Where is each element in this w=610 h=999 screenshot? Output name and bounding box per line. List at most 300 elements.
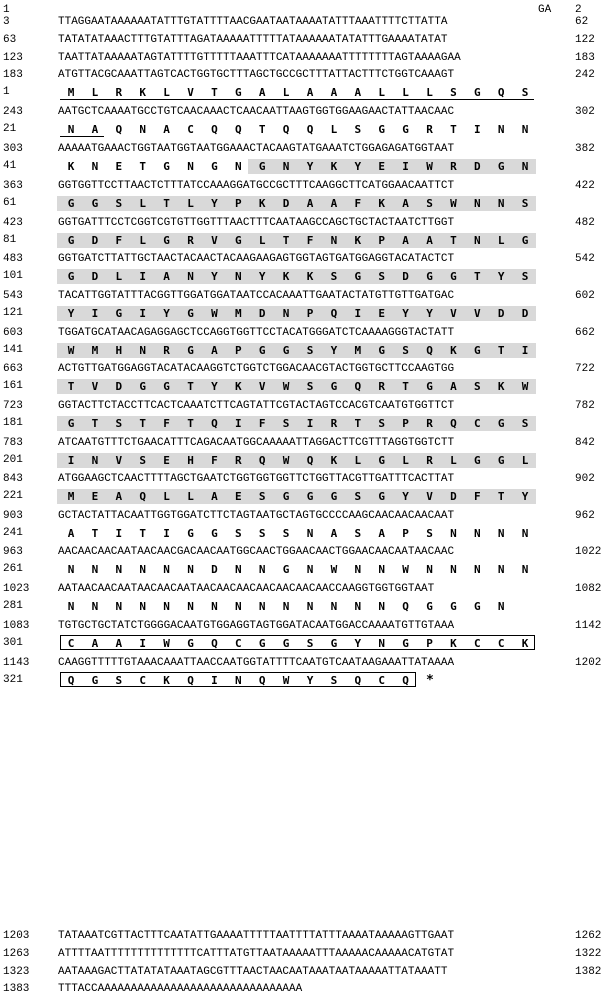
nucleotide-sequence: ATGGAAGCTCAACTTTTAGCTGAATCTGGTGGTGGTTCTGGTTACGTTGATTTCACTTAT [58,473,455,485]
amino-acid-residue: T [139,160,146,173]
nucleotide-end-number: 1202 [575,657,602,669]
amino-acid-residue: G [282,563,290,576]
amino-acid-row [0,122,610,138]
amino-acid-residue: Q [306,123,314,136]
amino-acid-residue: Q [258,454,266,467]
amino-acid-residue: I [306,417,314,430]
amino-acid-residue: S [306,637,314,650]
amino-acid-residue: Y [306,674,314,687]
amino-acid-residue: W [402,563,409,576]
amino-acid-residue: D [91,234,99,247]
amino-acid-residue: Y [402,490,409,503]
amino-acid-residue: Y [402,307,409,320]
amino-acid-start-number: 301 [3,637,23,649]
nucleotide-end-number: 962 [575,510,595,522]
amino-acid-row [0,416,610,432]
amino-acid-residue: G [378,344,385,357]
amino-acid-residue: N [497,527,505,540]
amino-acid-residue: K [450,344,457,357]
nucleotide-row [0,657,610,673]
amino-acid-residue: A [115,490,123,503]
nucleotide-row [0,510,610,526]
domain-shading [57,343,536,358]
amino-acid-residue: N [67,600,75,613]
amino-acid-row [0,159,610,175]
amino-acid-residue: A [67,527,75,540]
amino-acid-residue: F [354,197,362,210]
amino-acid-residue: G [402,123,409,136]
amino-acid-residue: G [402,637,409,650]
amino-acid-residue: G [497,160,505,173]
amino-acid-residue: S [306,344,314,357]
amino-acid-residue: D [258,307,266,320]
amino-acid-residue: N [187,160,194,173]
amino-acid-residue: G [234,234,242,247]
amino-acid-residue: L [330,123,338,136]
amino-acid-residue: L [139,197,146,210]
amino-acid-residue: A [91,637,99,650]
amino-acid-residue: T [497,490,505,503]
nucleotide-start-number: 1263 [3,948,30,960]
amino-acid-start-number: 201 [3,454,23,466]
nucleotide-start-number: 63 [3,34,17,46]
amino-acid-start-number: 161 [3,380,23,392]
amino-acid-residue: N [115,600,123,613]
amino-acid-residue: K [354,234,362,247]
amino-acid-residue: I [521,344,529,357]
nucleotide-sequence: GCTACTATTACAATTGGTGGATCTTCTAGTAATGCTAGTGCCCCAAGCAACAACAACAAT [58,510,455,522]
nucleotide-sequence: TATATATAAACTTTGTATTTAGATAAAAATTTTTATAAAAAATATATTTGAAAATATAT [58,34,448,46]
amino-acid-residue: G [163,160,170,173]
amino-acid-residue: L [497,234,505,247]
amino-acid-residue: K [497,380,505,393]
amino-acid-start-number: 101 [3,270,23,282]
amino-acid-residue: L [187,490,194,503]
nucleotide-sequence: GGTGATTTCCTCGGTCGTGTTGGTTTAACTTTCAATAAGCCAGCTGCTACTAATCTTGGT [58,217,455,229]
amino-acid-residue: N [521,563,529,576]
amino-acid-residue: R [378,380,385,393]
amino-acid-residue: W [282,380,290,393]
amino-acid-residue: M [354,344,362,357]
amino-acid-residue: S [521,86,529,99]
amino-acid-residue: I [91,307,99,320]
amino-acid-residue: N [497,563,505,576]
amino-acid-residue: C [473,417,481,430]
amino-acid-residue: Q [497,86,505,99]
nucleotide-row [0,363,610,379]
amino-acid-residue: G [67,270,75,283]
amino-acid-residue: G [426,380,433,393]
amino-acid-residue: F [473,490,481,503]
amino-acid-row [0,599,610,615]
amino-acid-residue: T [473,270,481,283]
amino-acid-residue: E [115,160,123,173]
amino-acid-residue: G [306,490,314,503]
nucleotide-sequence: AATAACAACAATAACAACAATAACAACAACAACAACAACAACCAAGGTGGTGGTAAT [58,583,435,595]
amino-acid-residue: L [187,197,194,210]
nucleotide-end-number: 1082 [575,583,602,595]
amino-acid-residue: P [402,527,409,540]
nucleotide-sequence: ATGTTACGCAAATTAGTCACTGGTGCTTTAGCTGCCGCTTTATTACTTTCTGGTCAAAGT [58,69,455,81]
nucleotide-start-number: 963 [3,546,23,558]
amino-acid-residue: N [187,563,194,576]
amino-acid-residue: V [211,234,218,247]
amino-acid-residue: R [163,344,170,357]
amino-acid-residue: I [67,454,75,467]
nucleotide-sequence: TAATTATAAAAATAGTATTTTGTTTTTAAATTTCATAAAAAAATTTTTTTTAGTAAAAGAA [58,52,461,64]
amino-acid-residue: Y [67,307,75,320]
amino-acid-residue: A [402,234,409,247]
nucleotide-row [0,948,610,964]
amino-acid-residue: L [139,234,146,247]
amino-acid-residue: N [450,527,457,540]
amino-acid-row [0,269,610,285]
nucleotide-start-number: 903 [3,510,23,522]
nucleotide-end-number: 482 [575,217,595,229]
amino-acid-residue: W [67,344,75,357]
amino-acid-residue: W [163,637,170,650]
amino-acid-residue: N [473,527,481,540]
amino-acid-residue: N [450,563,457,576]
amino-acid-residue: M [67,86,75,99]
amino-acid-residue: S [426,527,433,540]
amino-acid-residue: F [211,454,218,467]
amino-acid-residue: T [282,234,290,247]
amino-acid-residue: S [258,527,266,540]
amino-acid-residue: N [115,563,123,576]
amino-acid-residue: Y [306,160,314,173]
amino-acid-residue: S [115,197,123,210]
nucleotide-row [0,180,610,196]
amino-acid-residue: N [521,123,529,136]
amino-acid-residue: N [282,307,290,320]
amino-acid-residue: N [187,270,194,283]
amino-acid-residue: S [139,454,146,467]
amino-acid-residue: Q [426,344,433,357]
amino-acid-residue: A [330,86,338,99]
amino-acid-residue: T [497,344,505,357]
amino-acid-row [0,85,610,101]
amino-acid-residue: R [426,454,433,467]
amino-acid-residue: N [282,600,290,613]
amino-acid-residue: N [234,674,242,687]
amino-acid-residue: T [163,197,170,210]
amino-acid-residue: A [211,490,218,503]
amino-acid-row [0,196,610,212]
amino-acid-residue: M [67,490,75,503]
amino-acid-residue: K [67,160,75,173]
nucleotide-end-number: 542 [575,253,595,265]
nucleotide-sequence: GGTACTTCTACCTTCACTCAAATCTTCAGTATTCGTACTAGTCCACGTCAATGTGGTTCT [58,400,455,412]
amino-acid-residue: A [354,86,362,99]
amino-acid-residue: N [139,600,146,613]
nucleotide-sequence: AATAAAGACTTATATATAAATAGCGTTTAACTAACAATAAATAATAAAAATTATAAATT [58,966,448,978]
domain-shading [57,379,536,394]
amino-acid-residue: N [91,454,99,467]
nucleotide-sequence: AAAAATGAAACTGGTAATGGTAATGGAAACTACAAGTATGAAATCTGGAGAGATGGTAAT [58,143,455,155]
nucleotide-sequence: TGTGCTGCTATCTGGGGACAATGTGGAGGTAGTGGATACAATGGACCAAAATGTTGTAAA [58,620,455,632]
nucleotide-sequence: AACAACAACAATAACAACGACAACAATGGCAACTGGAACAACTGGAACAACAATAACAAC [58,546,455,558]
amino-acid-residue: D [473,160,481,173]
amino-acid-start-number: 121 [3,307,23,319]
amino-acid-residue: E [234,490,242,503]
amino-acid-residue: C [139,674,146,687]
nucleotide-row [0,983,610,999]
nucleotide-end-number: 382 [575,143,595,155]
nucleotide-row [0,106,610,122]
nucleotide-start-number: 123 [3,52,23,64]
amino-acid-residue: K [378,197,385,210]
amino-acid-row [0,562,610,578]
amino-acid-row [0,379,610,395]
amino-acid-residue: D [91,270,99,283]
amino-acid-residue: G [426,600,433,613]
nucleotide-end-number: 902 [575,473,595,485]
amino-acid-residue: Y [497,270,505,283]
amino-acid-residue: G [282,490,290,503]
amino-acid-residue: W [211,307,218,320]
amino-acid-residue: R [330,417,338,430]
amino-acid-residue: G [211,160,218,173]
nucleotide-sequence: TACATTGGTATTTACGGTTGGATGGATAATCCACAAATTGAATACTATGTTGTTGATGAC [58,290,455,302]
nucleotide-row [0,473,610,489]
nucleotide-start-number: 1083 [3,620,30,632]
amino-acid-residue: N [67,563,75,576]
amino-acid-residue: Q [306,454,314,467]
amino-acid-residue: G [521,234,529,247]
amino-acid-residue: A [426,234,433,247]
amino-acid-row [0,526,610,542]
nucleotide-sequence: ATCAATGTTTCTGAACATTTCAGACAATGGCAAAAATTAGGACTTCGTTTAGGTGGTCTT [58,437,455,449]
amino-acid-residue: T [402,380,409,393]
amino-acid-residue: G [163,234,170,247]
amino-acid-residue: G [91,197,99,210]
amino-acid-residue: Q [67,674,75,687]
amino-acid-residue: Q [187,674,194,687]
nucleotide-end-number: 1382 [575,966,602,978]
domain-shading [57,196,536,211]
amino-acid-residue: N [521,160,529,173]
amino-acid-residue: D [402,270,409,283]
amino-acid-residue: L [115,270,123,283]
amino-acid-residue: Q [354,674,362,687]
amino-acid-residue: Y [211,197,218,210]
amino-acid-residue: G [258,160,266,173]
amino-acid-residue: K [163,674,170,687]
stop-codon-marker: * [426,673,434,688]
amino-acid-residue: K [330,160,338,173]
amino-acid-residue: A [91,123,99,136]
amino-acid-residue: K [521,637,529,650]
amino-acid-residue: A [450,380,457,393]
nucleotide-row [0,16,610,32]
amino-acid-residue: G [187,527,194,540]
amino-acid-start-number: 1 [3,86,10,98]
amino-acid-residue: S [378,417,385,430]
amino-acid-residue: C [497,637,505,650]
amino-acid-residue: K [306,270,314,283]
amino-acid-residue: N [426,563,433,576]
amino-acid-residue: G [497,417,505,430]
amino-acid-row [0,673,610,689]
amino-acid-start-number: 281 [3,600,23,612]
amino-acid-start-number: 21 [3,123,17,135]
nucleotide-start-number: 243 [3,106,23,118]
amino-acid-residue: P [402,417,409,430]
amino-acid-residue: G [282,637,290,650]
nucleotide-end-number: 302 [575,106,595,118]
amino-acid-residue: L [426,86,433,99]
amino-acid-residue: S [234,527,242,540]
nucleotide-end-number: 183 [575,52,595,64]
nucleotide-start-number: 1323 [3,966,30,978]
amino-acid-residue: A [258,86,266,99]
amino-acid-start-number: 261 [3,563,23,575]
amino-acid-residue: E [163,454,170,467]
nucleotide-sequence: TGGATGCATAACAGAGGAGCTCCAGGTGGTTCCTACATGGGATCTCAAAAGGGTACTATT [58,327,455,339]
amino-acid-residue: Q [330,307,338,320]
amino-acid-residue: T [139,527,146,540]
amino-acid-start-number: 141 [3,344,23,356]
nucleotide-start-number: 1203 [3,930,30,942]
amino-acid-residue: N [139,344,146,357]
amino-acid-residue: I [163,527,170,540]
amino-acid-residue: T [91,417,99,430]
amino-acid-residue: G [450,270,457,283]
nucleotide-end-number: 842 [575,437,595,449]
amino-acid-residue: S [450,86,457,99]
amino-acid-residue: S [330,270,338,283]
nucleotide-sequence: ATTTTAATTTTTTTTTTTTTTCATTTATGTTAATAAAAATTTAAAAACAAAAACATGTAT [58,948,455,960]
domain-shading [57,489,536,504]
nucleotide-start-number: 603 [3,327,23,339]
amino-acid-residue: N [306,600,314,613]
nucleotide-row [0,930,610,946]
amino-acid-residue: Q [450,417,457,430]
nucleotide-row [0,143,610,159]
amino-acid-residue: S [402,344,409,357]
header-right-number: 2 [575,4,582,16]
amino-acid-residue: N [497,197,505,210]
amino-acid-residue: T [139,417,146,430]
nucleotide-end-number: 242 [575,69,595,81]
amino-acid-residue: S [426,197,433,210]
amino-acid-residue: R [450,160,457,173]
amino-acid-residue: G [234,86,242,99]
nucleotide-end-number: 422 [575,180,595,192]
amino-acid-residue: F [163,417,170,430]
amino-acid-residue: W [426,160,433,173]
amino-acid-residue: G [187,637,194,650]
amino-acid-residue: E [378,307,385,320]
amino-acid-residue: L [450,454,457,467]
amino-acid-residue: I [402,160,409,173]
amino-acid-residue: I [115,527,123,540]
amino-acid-residue: N [497,600,505,613]
amino-acid-residue: G [187,307,194,320]
amino-acid-residue: T [450,123,457,136]
amino-acid-residue: G [378,123,385,136]
amino-acid-residue: N [91,600,99,613]
amino-acid-residue: A [402,197,409,210]
amino-acid-residue: S [354,527,362,540]
amino-acid-residue: V [450,307,457,320]
amino-acid-residue: L [378,86,385,99]
amino-acid-residue: N [187,600,194,613]
amino-acid-residue: R [426,417,433,430]
nucleotide-row [0,400,610,416]
nucleotide-start-number: 303 [3,143,23,155]
amino-acid-residue: S [306,380,314,393]
nucleotide-start-number: 843 [3,473,23,485]
nucleotide-sequence: CAAGGTTTTTGTAAACAAATTAACCAATGGTATTTTCAATGTCAATAAGAAATTATAAAA [58,657,455,669]
nucleotide-sequence: GGTGATCTTATTGCTAACTACAACTACAAGAAGAGTGGTAGTGATGGAGGTACATACTCT [58,253,455,265]
nucleotide-start-number: 783 [3,437,23,449]
amino-acid-residue: I [139,270,146,283]
amino-acid-residue: V [187,86,194,99]
amino-acid-residue: W [521,380,529,393]
amino-acid-residue: M [91,344,99,357]
amino-acid-residue: D [282,197,290,210]
amino-acid-residue: L [282,86,290,99]
amino-acid-residue: G [473,86,481,99]
nucleotide-row [0,69,610,85]
amino-acid-residue: L [91,86,99,99]
nucleotide-start-number: 723 [3,400,23,412]
nucleotide-end-number: 1262 [575,930,602,942]
nucleotide-start-number: 483 [3,253,23,265]
amino-acid-start-number: 241 [3,527,23,539]
amino-acid-residue: Q [234,123,242,136]
nucleotide-end-number: 782 [575,400,595,412]
nucleotide-start-number: 1383 [3,983,30,995]
amino-acid-residue: N [258,563,266,576]
amino-acid-residue: K [258,197,266,210]
amino-acid-residue: D [115,380,123,393]
amino-acid-start-number: 41 [3,160,17,172]
amino-acid-residue: G [473,454,481,467]
amino-acid-residue: Q [115,123,123,136]
amino-acid-residue: G [67,234,75,247]
nucleotide-start-number: 3 [3,16,10,28]
domain-shading [57,416,536,431]
amino-acid-residue: Y [163,307,170,320]
amino-acid-residue: Q [282,123,290,136]
amino-acid-residue: Q [402,600,409,613]
amino-acid-residue: N [91,563,99,576]
amino-acid-residue: G [67,197,75,210]
amino-acid-residue: N [330,234,338,247]
amino-acid-residue: Y [258,270,266,283]
amino-acid-residue: S [282,417,290,430]
nucleotide-sequence: GGTGGTTCCTTAACTCTTTATCCAAAGGATGCCGCTTTCAAGGCTTCATGGAACAATTCT [58,180,455,192]
amino-acid-residue: N [354,600,362,613]
amino-acid-row [0,343,610,359]
amino-acid-residue: K [330,454,338,467]
amino-acid-residue: T [450,234,457,247]
amino-acid-residue: N [234,600,242,613]
amino-acid-residue: G [163,380,170,393]
amino-acid-start-number: 181 [3,417,23,429]
nucleotide-row [0,546,610,562]
amino-acid-residue: N [163,600,170,613]
amino-acid-residue: C [378,674,385,687]
amino-acid-residue: E [378,160,385,173]
amino-acid-residue: N [91,160,99,173]
amino-acid-residue: G [258,637,266,650]
amino-acid-residue: T [187,417,194,430]
amino-acid-row [0,306,610,322]
